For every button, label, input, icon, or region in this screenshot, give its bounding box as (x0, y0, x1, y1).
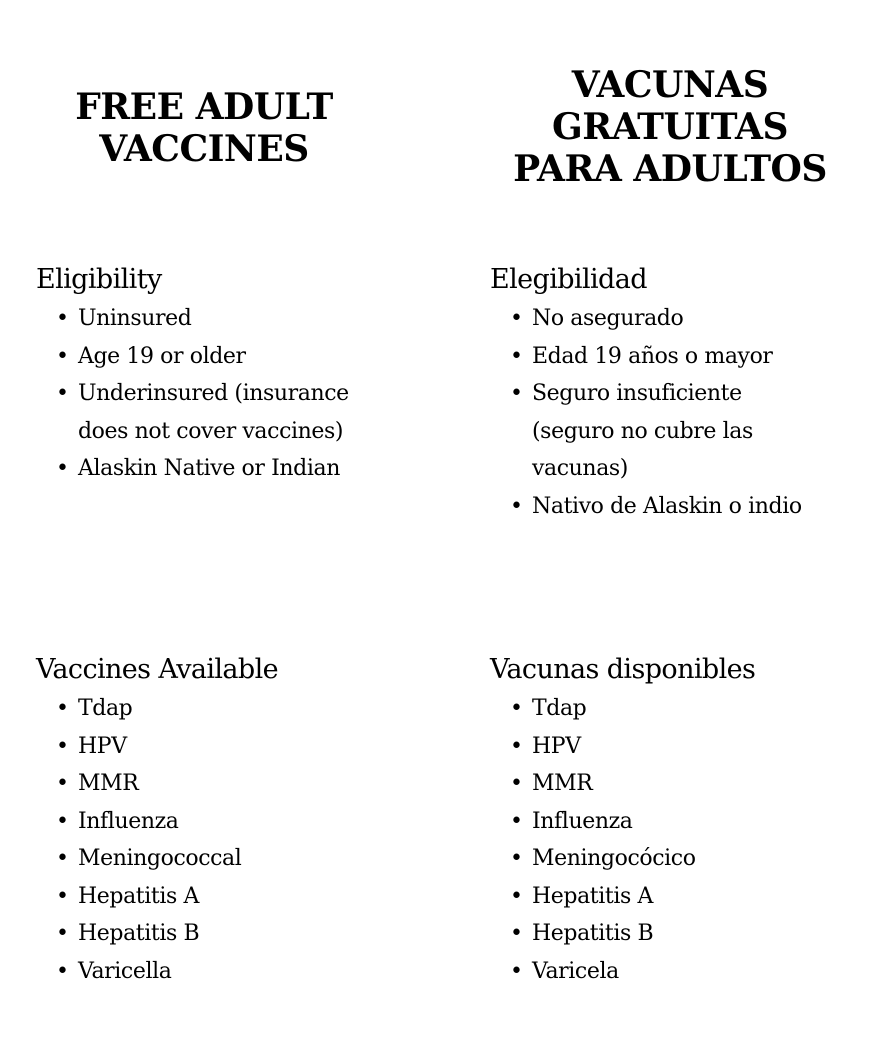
list-item: • Hepatitis B (532, 915, 832, 953)
list-item: • Influenza (532, 803, 832, 841)
english-vaccines-list (36, 690, 378, 990)
list-item: • Age 19 or older (78, 338, 378, 376)
bullet-icon: • (510, 696, 523, 721)
english-vaccines-heading: Vaccines Available (36, 654, 279, 685)
spanish-eligibility-heading: Elegibilidad (490, 264, 647, 295)
spanish-vaccines-section (490, 652, 870, 990)
bullet-icon: • (56, 306, 69, 331)
spanish-eligibility-list (490, 300, 822, 525)
bullet-icon: • (56, 456, 69, 481)
list-item: • Underinsured (insurance does not cover vaccines) (78, 375, 378, 450)
list-item: • Hepatitis B (78, 915, 378, 953)
english-eligibility-heading: Eligibility (36, 264, 162, 295)
list-item: • Hepatitis A (532, 878, 832, 916)
spanish-vaccines-list (490, 690, 832, 990)
bullet-icon: • (510, 958, 523, 984)
list-item: • Uninsured (78, 300, 378, 338)
bullet-icon: • (510, 733, 523, 759)
list-item: • Tdap (78, 690, 378, 728)
list-item: • Alaskin Native or Indian (78, 450, 378, 488)
bullet-icon: • (56, 381, 69, 406)
bullet-icon: • (56, 696, 69, 721)
list-item: • Tdap (532, 690, 832, 728)
bullet-icon: • (56, 343, 69, 369)
bullet-icon: • (510, 808, 523, 834)
list-item: • Meningococcal (78, 840, 378, 878)
bullet-icon: • (56, 883, 69, 909)
bullet-icon: • (510, 343, 523, 369)
english-vaccines-section (36, 652, 416, 990)
list-item: • HPV (532, 728, 832, 766)
bullet-icon: • (510, 381, 523, 406)
list-item: • Nativo de Alaskin o indio (532, 488, 822, 526)
bullet-icon: • (56, 958, 69, 984)
bullet-icon: • (510, 846, 523, 871)
list-item: • No asegurado (532, 300, 822, 338)
bullet-icon: • (56, 733, 69, 759)
bullet-icon: • (510, 306, 523, 331)
bullet-icon: • (510, 493, 523, 519)
list-item: • Influenza (78, 803, 378, 841)
list-item: • Varicela (532, 953, 832, 991)
english-title: FREE ADULT VACCINES (75, 86, 333, 170)
list-item: • Hepatitis A (78, 878, 378, 916)
list-item: • MMR (78, 765, 378, 803)
list-item: • Varicella (78, 953, 378, 991)
spanish-title: VACUNAS GRATUITAS PARA ADULTOS (513, 64, 827, 190)
list-item: • Edad 19 años o mayor (532, 338, 822, 376)
bullet-icon: • (510, 883, 523, 909)
bullet-icon: • (510, 921, 523, 946)
list-item: • MMR (532, 765, 832, 803)
list-item: • HPV (78, 728, 378, 766)
list-item: • Seguro insuficiente (seguro no cubre las vacunas) (532, 375, 822, 488)
english-eligibility-list (36, 300, 378, 488)
spanish-eligibility-section (490, 262, 870, 525)
spanish-vaccines-heading: Vacunas disponibles (490, 654, 756, 685)
list-item: • Meningocócico (532, 840, 832, 878)
bullet-icon: • (56, 921, 69, 946)
bullet-icon: • (56, 771, 69, 796)
english-eligibility-section (36, 262, 416, 488)
bullet-icon: • (56, 808, 69, 834)
bullet-icon: • (56, 846, 69, 871)
bullet-icon: • (510, 771, 523, 796)
